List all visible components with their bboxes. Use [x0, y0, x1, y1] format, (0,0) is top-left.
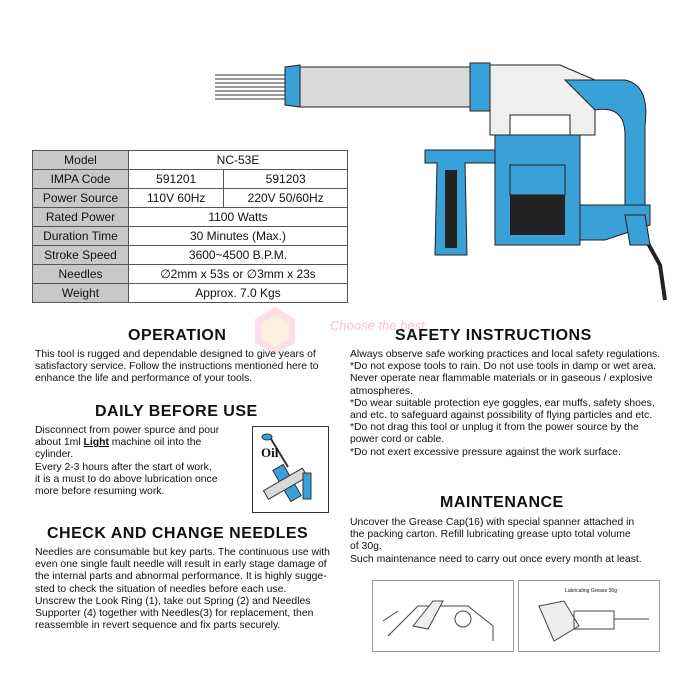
row-label: Needles	[33, 265, 129, 284]
oil-figure	[252, 426, 329, 513]
row-label: Weight	[33, 284, 129, 303]
table-row	[33, 265, 348, 284]
safety-text: Always observe safe working practices and local safety regulations. *Do not expose tools to rain. Do not use tools in damp or wet area. Never operate near flammable materials or in gaseous / explosive atmospheres. *Do wear suitable protection eye goggles, ear muffs, safety shoes, and etc. to safeguard against possibility of flying particles and etc. *Do not drag this tool or unplug it from the power source by the power cord or cable. *Do not exert excessive pressure against the work surface.	[350, 349, 661, 458]
row-value: 30 Minutes (Max.)	[129, 227, 348, 246]
specification-table	[32, 150, 348, 303]
row-value: 591203	[224, 170, 348, 189]
grease-figure-label: Lubricating Grease 30g	[565, 588, 617, 594]
row-label: IMPA Code	[33, 170, 129, 189]
row-value: 591201	[129, 170, 224, 189]
daily-heading: DAILY BEFORE USE	[95, 403, 258, 420]
watermark-text: Choose the best	[330, 318, 425, 333]
side-handle	[425, 150, 495, 255]
row-value: 3600~4500 B.P.M.	[129, 246, 348, 265]
maintenance-heading: MAINTENANCE	[440, 494, 564, 511]
oil-can-illustration	[253, 427, 328, 512]
row-label: Stroke Speed	[33, 246, 129, 265]
table-row	[33, 284, 348, 303]
nose-housing	[285, 65, 300, 107]
barrel	[300, 67, 475, 107]
row-label: Rated Power	[33, 208, 129, 227]
row-label: Duration Time	[33, 227, 129, 246]
row-value: ∅2mm x 53s or ∅3mm x 23s	[129, 265, 348, 284]
needles-text: Needles are consumable but key parts. The continuous use with even one single fault needle will result in early stage damage of the internal parts and abnormal performance. It is highly sugge- sted to check the situation of needles before each use. Unscrew the Look Ring (1), take out Spring (2) and Needles Supporter (4) together with Needles(3) for replacement, then reassemble in revert sequence and fix parts securely.	[35, 547, 330, 632]
maintenance-figure-right	[518, 580, 660, 652]
row-value: Approx. 7.0 Kgs	[129, 284, 348, 303]
table-row	[33, 170, 348, 189]
operation-heading: OPERATION	[128, 327, 227, 344]
table-row	[33, 151, 348, 170]
spanner-illustration	[373, 581, 513, 651]
table-row	[33, 208, 348, 227]
table-row	[33, 227, 348, 246]
row-label: Power Source	[33, 189, 129, 208]
needle-bundle	[215, 75, 290, 99]
row-label: Model	[33, 151, 129, 170]
needles-heading: CHECK AND CHANGE NEEDLES	[47, 525, 309, 542]
maintenance-figure-left	[372, 580, 514, 652]
oil-label: Oil	[261, 445, 279, 460]
row-value: NC-53E	[129, 151, 348, 170]
table-row	[33, 189, 348, 208]
row-value: 220V 50/60Hz	[224, 189, 348, 208]
table-row	[33, 246, 348, 265]
maintenance-text: Uncover the Grease Cap(16) with special spanner attached in the packing carton. Refill lubricating grease upto total volume of 30g. Such maintenance need to carry out once every month at least.	[350, 517, 642, 565]
row-value: 110V 60Hz	[129, 189, 224, 208]
row-value: 1100 Watts	[129, 208, 348, 227]
daily-text: Disconnect from power spurce and pour about 1ml Light machine oil into the cylinder. Every 2-3 hours after the start of work, it is a must to do above lubrication once more before resuming work.	[35, 425, 220, 498]
operation-text: This tool is rugged and dependable designed to give years of satisfactory service. Follow the instructions mentioned here to enhance the life and performance of your tools.	[35, 349, 319, 385]
safety-heading: SAFETY INSTRUCTIONS	[395, 327, 592, 344]
